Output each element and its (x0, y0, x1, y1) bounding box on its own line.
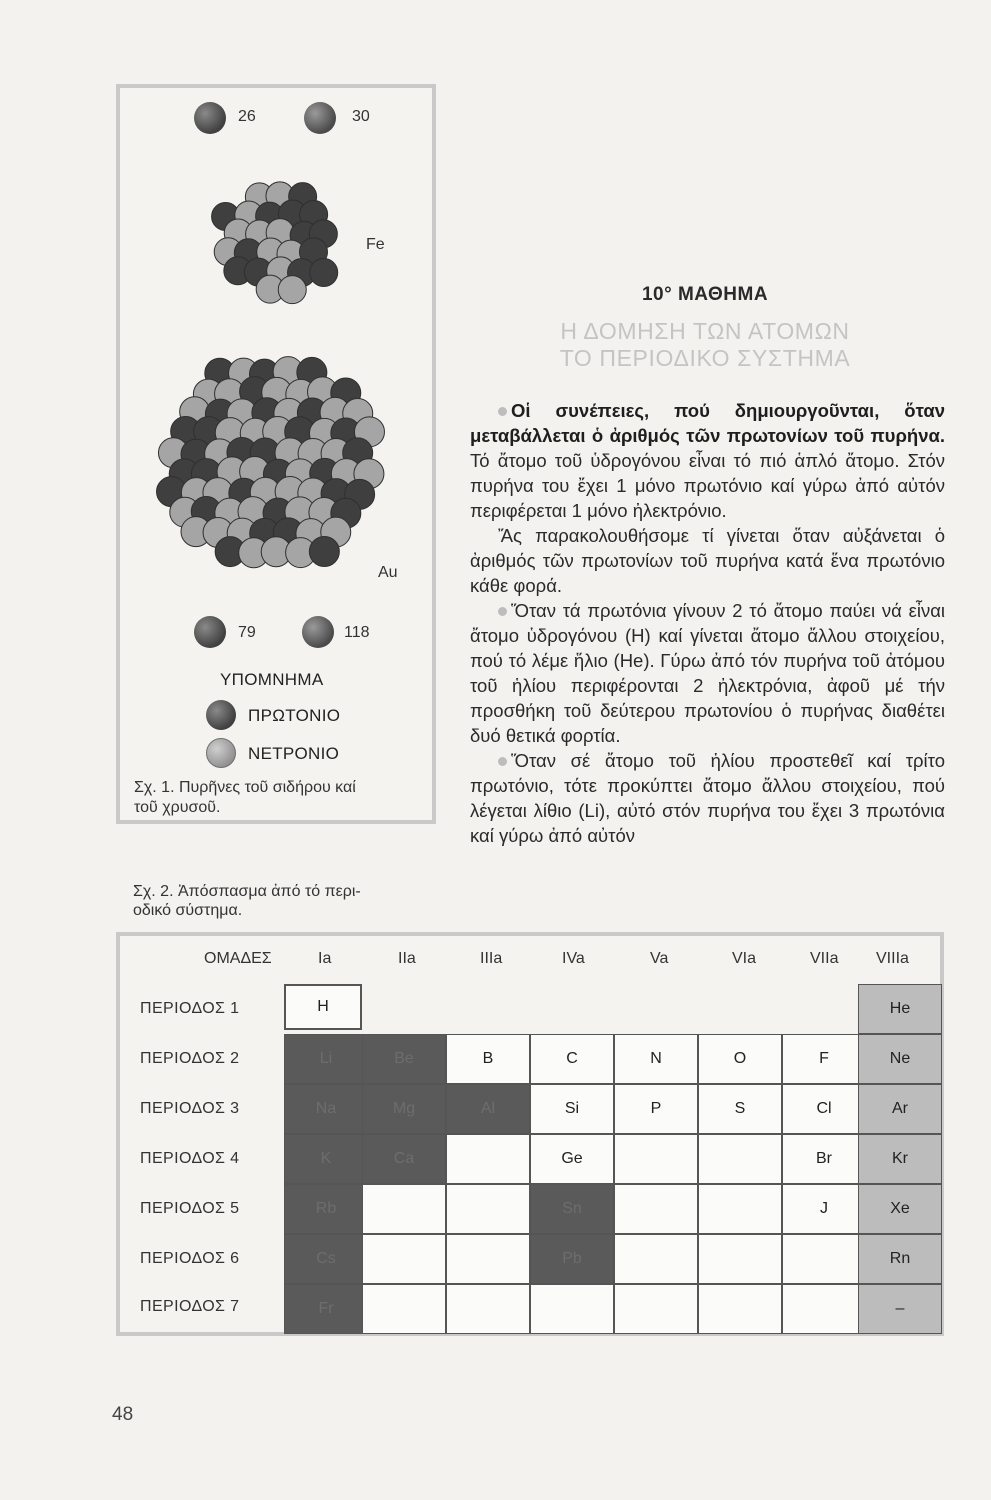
period-label: ΠΕΡΙΟΔΟΣ 3 (140, 1100, 240, 1117)
neutron-marker-au (302, 616, 334, 648)
element-cell: Li (284, 1034, 368, 1084)
legend-neutron-label: ΝΕΤΡΟΝΙΟ (248, 744, 340, 763)
element-cell: C (530, 1034, 614, 1084)
proton-marker-au (194, 616, 226, 648)
periodic-table-excerpt (116, 932, 944, 1336)
paragraph-1 (470, 398, 945, 523)
group-header: VIa (732, 950, 757, 967)
element-cell: N (614, 1034, 698, 1084)
element-cell (614, 1184, 698, 1234)
element-cell (530, 1284, 614, 1334)
neutron-ball (278, 276, 306, 304)
proton-ball (309, 537, 339, 567)
neutron-marker-fe (304, 102, 336, 134)
groups-label: ΟΜΑΔΕΣ (204, 950, 272, 967)
figure-1-caption-line-2: τοῦ χρυσοῦ. (134, 799, 221, 816)
element-cell (614, 1234, 698, 1284)
paragraph-2: Ἄς παρακολουθήσομε τί γίνεται ὅταν αὐξάνεται ὁ ἀριθμός τῶν πρωτονίων τοῦ πυρήνα κατά ἕνα πρωτόνιο κάθε φορά. (470, 525, 945, 596)
group-header: VIIa (810, 950, 839, 967)
figure-1-caption-line-1: Σχ. 1. Πυρῆνες τοῦ σιδήρου καί (134, 779, 356, 796)
au-proton-count: 79 (238, 624, 256, 641)
element-cell (362, 1234, 446, 1284)
element-cell (698, 1234, 782, 1284)
element-cell: Xe (858, 1184, 942, 1234)
fe-neutron-count: 30 (352, 108, 370, 125)
element-cell (446, 1184, 530, 1234)
element-cell: Fr (284, 1284, 368, 1334)
period-label: ΠΕΡΙΟΔΟΣ 7 (140, 1298, 240, 1315)
bullet-icon (498, 407, 507, 416)
legend-neutron-swatch (206, 738, 236, 768)
element-cell: Cs (284, 1234, 368, 1284)
element-cell (782, 1284, 866, 1334)
element-cell (698, 1284, 782, 1334)
period-label: ΠΕΡΙΟΔΟΣ 2 (140, 1050, 240, 1067)
element-cell: Ne (858, 1034, 942, 1084)
group-header: IIIa (480, 950, 503, 967)
element-cell: J (782, 1184, 866, 1234)
element-cell: Kr (858, 1134, 942, 1184)
element-cell: Br (782, 1134, 866, 1184)
element-cell: Ar (858, 1084, 942, 1134)
element-cell (698, 1184, 782, 1234)
group-header: IVa (562, 950, 585, 967)
element-cell (362, 1284, 446, 1334)
group-header: IIa (398, 950, 416, 967)
element-cell: Al (446, 1084, 530, 1134)
element-cell (446, 1234, 530, 1284)
bullet-icon (498, 757, 507, 766)
element-cell: Pb (530, 1234, 614, 1284)
element-cell (446, 1134, 530, 1184)
period-label: ΠΕΡΙΟΔΟΣ 5 (140, 1200, 240, 1217)
element-cell (362, 1184, 446, 1234)
proton-ball (310, 258, 338, 286)
period-label: ΠΕΡΙΟΔΟΣ 6 (140, 1250, 240, 1267)
element-cell: S (698, 1084, 782, 1134)
period-label: ΠΕΡΙΟΔΟΣ 4 (140, 1150, 240, 1167)
iron-nucleus-illustration (198, 170, 358, 310)
element-cell (446, 1284, 530, 1334)
proton-marker-fe (194, 102, 226, 134)
lesson-subtitle-2: ΤΟ ΠΕΡΙΟΔΙΚΟ ΣΥΣΤΗΜΑ (559, 345, 851, 371)
paragraph-3-text: Ὅταν τά πρωτόνια γίνουν 2 τό ἄτομο παύει νά εἶναι ἄτομο ὑδρογόνου (Η) καί γίνεται ἄτομο ἄλλου στοιχείου, πού τό λέμε ἥλιο (He). Γύρω ἀπό τόν πυρήνα τοῦ ἀτόμου τοῦ ἡλίου περιφέρονται 2 ἠλεκτρόνια, ἀφοῦ μέ τήν προσθήκη τοῦ δεύτερου πρωτονίου ὁ πυρήνας διαθέτει δυό θετικά φορτία. (470, 600, 945, 746)
figure-2-caption (133, 882, 433, 920)
paragraph-4-text: Ὅταν σέ ἄτομο τοῦ ἡλίου προστεθεῖ καί τρίτο πρωτόνιο, τότε προκύπτει ἄτομο ἄλλου στοιχείου, πού λέγεται λίθιο (Li), αὐτό στόν πυρήνα του ἔχει 3 πρωτόνια καί γύρω ἀπό αὐτόν (470, 750, 945, 846)
paragraph-1-heading: Οἱ συνέπειες, πού δημιουργοῦνται, ὅταν μεταβάλλεται ὁ ἀριθμός τῶν πρωτονίων τοῦ πυρήνα. (470, 400, 945, 446)
element-cell: H (284, 984, 362, 1030)
legend-proton-swatch (206, 700, 236, 730)
lesson-subtitle-1: Η ΔΟΜΗΣΗ ΤΩΝ ΑΤΟΜΩΝ (560, 318, 850, 344)
element-cell: Be (362, 1034, 446, 1084)
figure-1-nuclei (116, 84, 436, 824)
element-cell: O (698, 1034, 782, 1084)
lesson-body (470, 398, 945, 848)
group-header: VIIIa (876, 950, 909, 967)
period-label: ΠΕΡΙΟΔΟΣ 1 (140, 1000, 240, 1017)
element-cell: K (284, 1134, 368, 1184)
element-cell: P (614, 1084, 698, 1134)
element-cell: Rb (284, 1184, 368, 1234)
bullet-icon (498, 607, 507, 616)
element-cell (698, 1134, 782, 1184)
element-cell: Mg (362, 1084, 446, 1134)
element-cell (782, 1234, 866, 1284)
group-header: Va (650, 950, 669, 967)
element-cell: He (858, 984, 942, 1034)
element-cell: Sn (530, 1184, 614, 1234)
element-cell: Si (530, 1084, 614, 1134)
element-cell: Ge (530, 1134, 614, 1184)
element-cell: Na (284, 1084, 368, 1134)
paragraph-3 (470, 598, 945, 748)
fe-proton-count: 26 (238, 108, 256, 125)
figure-2-caption-line-1: Σχ. 2. Ἀπόσπασμα ἀπό τό περι- (133, 883, 361, 900)
paragraph-4 (470, 748, 945, 848)
page-number: 48 (112, 1404, 134, 1425)
gold-nucleus-illustration (148, 340, 398, 590)
legend-title: ΥΠΟΜΝΗΜΑ (220, 670, 324, 689)
au-neutron-count: 118 (344, 624, 370, 641)
fe-symbol: Fe (366, 236, 385, 253)
figure-2-caption-line-2: οδικό σύστημα. (133, 902, 243, 919)
lesson-title: 10° ΜΑΘΗΜΑ (641, 284, 769, 305)
element-cell: Rn (858, 1234, 942, 1284)
element-cell: – (858, 1284, 942, 1334)
paragraph-1-text: Τό ἄτομο τοῦ ὑδρογόνου εἶναι τό πιό ἁπλό ἄτομο. Στόν πυρήνα του ἔχει 1 μόνο πρωτόνιο καί γύρω ἀπό αὐτόν περιφέρεται 1 μόνο ἠλεκτρόνιο. (470, 450, 945, 521)
element-cell: B (446, 1034, 530, 1084)
element-cell (614, 1134, 698, 1184)
legend-proton-label: ΠΡΩΤΟΝΙΟ (248, 706, 341, 725)
au-symbol: Au (378, 564, 398, 581)
element-cell: Cl (782, 1084, 866, 1134)
element-cell: Ca (362, 1134, 446, 1184)
group-header: Ia (318, 950, 332, 967)
element-cell: F (782, 1034, 866, 1084)
element-cell (614, 1284, 698, 1334)
